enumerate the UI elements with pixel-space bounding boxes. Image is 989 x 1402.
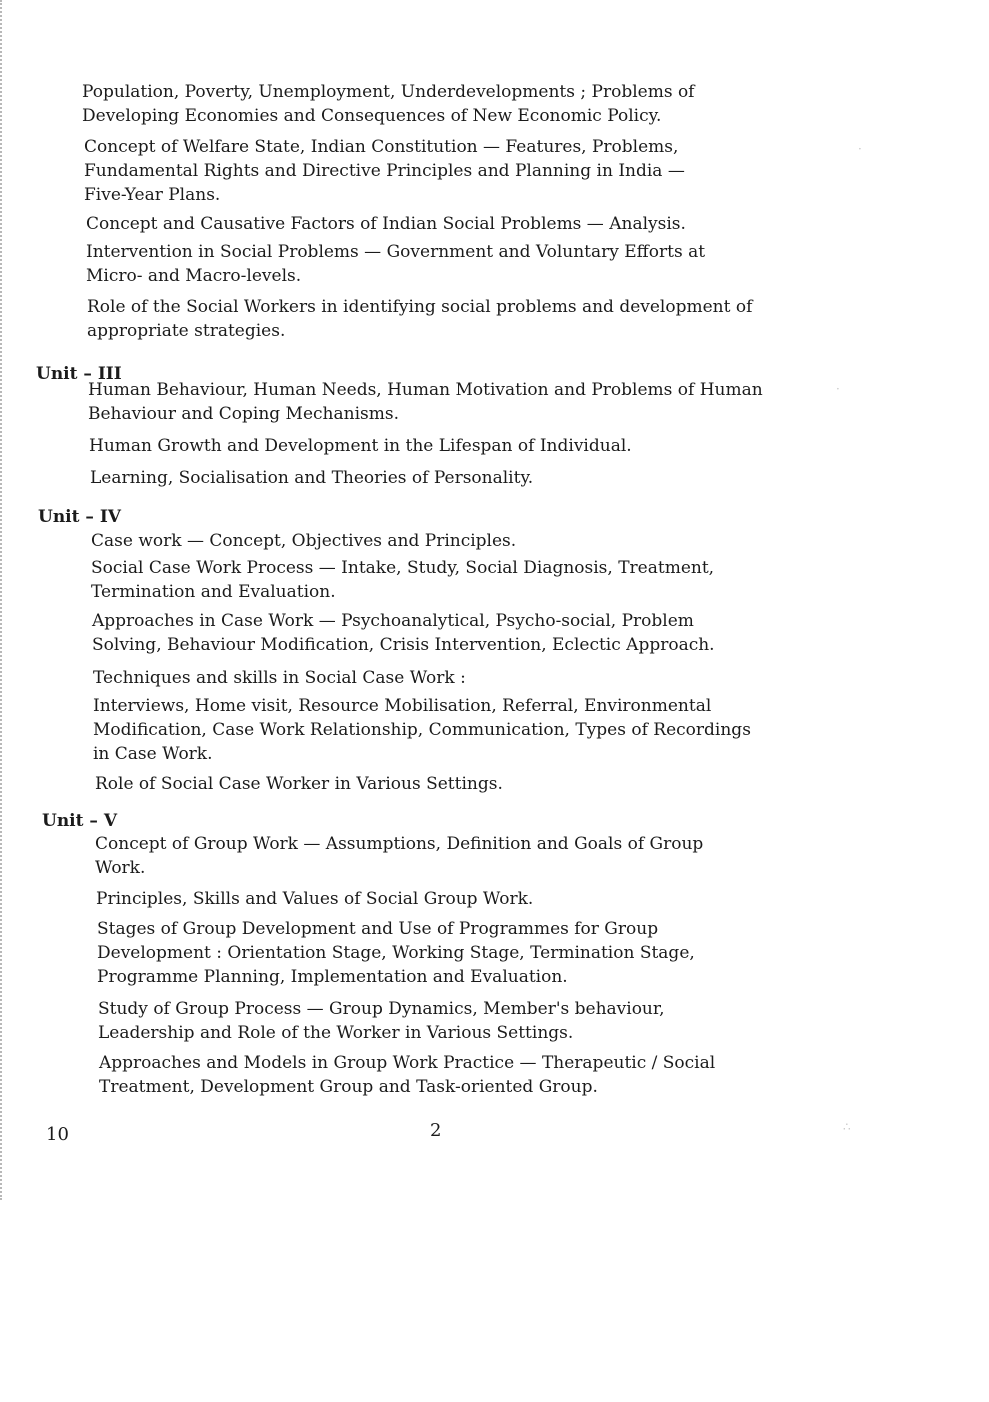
scan-edge xyxy=(0,0,6,1200)
syllabus-line: appropriate strategies. xyxy=(87,321,286,341)
syllabus-item xyxy=(84,135,685,207)
syllabus-line: Principles, Skills and Values of Social Group Work. xyxy=(96,889,534,909)
syllabus-line: Concept and Causative Factors of Indian Social Problems — Analysis. xyxy=(86,214,686,234)
syllabus-line: Study of Group Process — Group Dynamics, Member's behaviour, xyxy=(98,999,665,1019)
unit-heading: Unit – V xyxy=(42,811,118,831)
syllabus-line: Leadership and Role of the Worker in Various Settings. xyxy=(98,1023,574,1043)
syllabus-line: Techniques and skills in Social Case Work : xyxy=(93,668,466,688)
syllabus-item xyxy=(92,609,715,657)
syllabus-item xyxy=(96,887,533,911)
syllabus-line: Programme Planning, Implementation and Evaluation. xyxy=(97,967,568,987)
syllabus-line: Concept of Group Work — Assumptions, Definition and Goals of Group xyxy=(95,834,704,854)
footer-page-number-left: 10 xyxy=(46,1124,69,1145)
unit-heading: Unit – IV xyxy=(38,507,121,527)
syllabus-line: Role of the Social Workers in identifying social problems and development of xyxy=(87,297,753,317)
syllabus-line: Micro- and Macro-levels. xyxy=(86,266,302,286)
syllabus-line: Termination and Evaluation. xyxy=(91,582,336,602)
syllabus-line: Population, Poverty, Unemployment, Underdevelopments ; Problems of xyxy=(82,82,695,102)
syllabus-item xyxy=(95,772,503,796)
syllabus-item xyxy=(91,529,516,553)
syllabus-line: Modification, Case Work Relationship, Communication, Types of Recordings xyxy=(93,720,751,740)
syllabus-item xyxy=(88,378,763,426)
syllabus-line: Solving, Behaviour Modification, Crisis Intervention, Eclectic Approach. xyxy=(92,635,715,655)
syllabus-line: Treatment, Development Group and Task-oriented Group. xyxy=(99,1077,598,1097)
syllabus-line: Developing Economies and Consequences of New Economic Policy. xyxy=(82,106,662,126)
syllabus-item xyxy=(89,434,632,458)
syllabus-line: Stages of Group Development and Use of Programmes for Group xyxy=(97,919,659,939)
syllabus-line: Approaches and Models in Group Work Practice — Therapeutic / Social xyxy=(99,1053,716,1073)
scan-speck: · xyxy=(836,382,840,396)
syllabus-item xyxy=(97,917,695,989)
footer-page-number-center: 2 xyxy=(430,1120,442,1141)
syllabus-line: Approaches in Case Work — Psychoanalytical, Psycho-social, Problem xyxy=(92,611,694,631)
syllabus-item xyxy=(90,466,533,490)
syllabus-line: Intervention in Social Problems — Government and Voluntary Efforts at xyxy=(86,242,706,262)
unit-heading: Unit – III xyxy=(36,364,122,384)
syllabus-line: in Case Work. xyxy=(93,744,213,764)
syllabus-item xyxy=(95,832,703,880)
syllabus-line: Learning, Socialisation and Theories of Personality. xyxy=(90,468,534,488)
syllabus-item xyxy=(86,240,705,288)
syllabus-line: Case work — Concept, Objectives and Principles. xyxy=(91,531,517,551)
syllabus-item xyxy=(93,666,466,690)
scan-speck: ∴ xyxy=(843,1120,851,1134)
syllabus-line: Fundamental Rights and Directive Principles and Planning in India — xyxy=(84,161,685,181)
syllabus-line: Behaviour and Coping Mechanisms. xyxy=(88,404,399,424)
syllabus-line: Human Growth and Development in the Lifespan of Individual. xyxy=(89,436,632,456)
syllabus-line: Social Case Work Process — Intake, Study, Social Diagnosis, Treatment, xyxy=(91,558,715,578)
syllabus-item xyxy=(93,694,751,766)
syllabus-item xyxy=(99,1051,715,1099)
syllabus-item xyxy=(98,997,665,1045)
syllabus-item xyxy=(87,295,752,343)
syllabus-line: Development : Orientation Stage, Working Stage, Termination Stage, xyxy=(97,943,695,963)
syllabus-item xyxy=(91,556,714,604)
syllabus-line: Concept of Welfare State, Indian Constitution — Features, Problems, xyxy=(84,137,679,157)
syllabus-line: Interviews, Home visit, Resource Mobilisation, Referral, Environmental xyxy=(93,696,712,716)
syllabus-item xyxy=(86,212,686,236)
syllabus-line: Role of Social Case Worker in Various Settings. xyxy=(95,774,503,794)
syllabus-item xyxy=(82,80,694,128)
syllabus-line: Work. xyxy=(95,858,146,878)
syllabus-line: Five-Year Plans. xyxy=(84,185,221,205)
syllabus-line: Human Behaviour, Human Needs, Human Motivation and Problems of Human xyxy=(88,380,763,400)
scan-speck: · xyxy=(858,142,862,156)
